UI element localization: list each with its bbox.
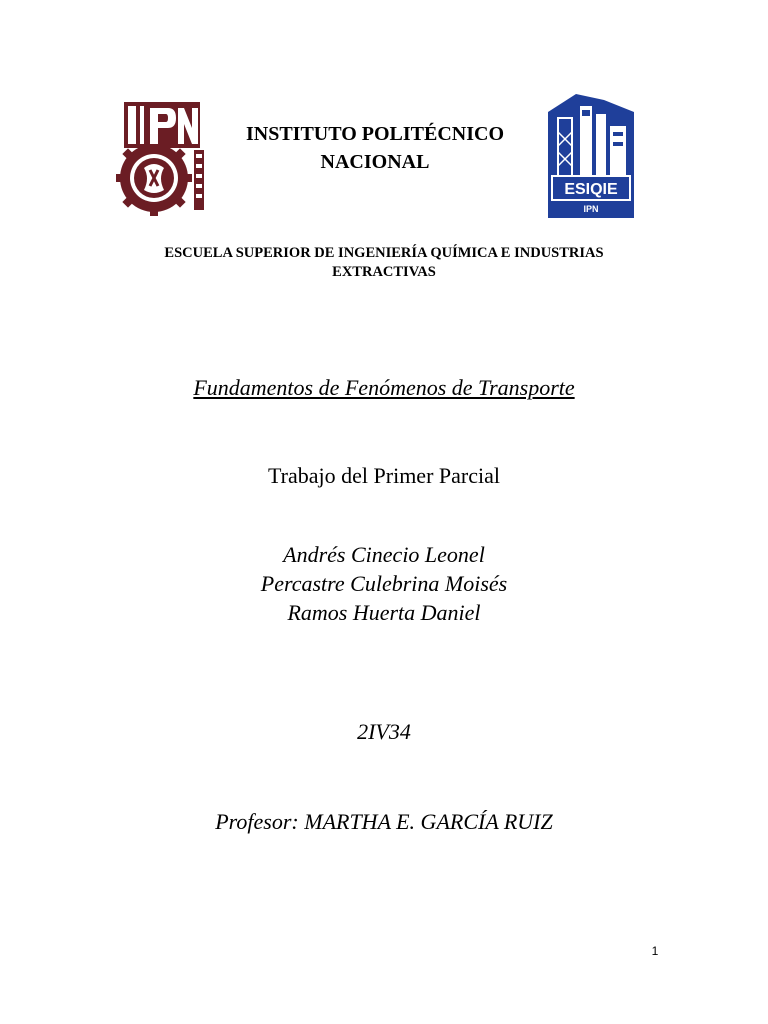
work-title: Trabajo del Primer Parcial	[268, 463, 500, 488]
professor-name: Profesor: MARTHA E. GARCÍA RUIZ	[215, 809, 553, 834]
school-name	[110, 244, 658, 282]
author-name: Percastre Culebrina Moisés	[260, 571, 508, 596]
esiqie-logo-icon	[546, 92, 636, 218]
institution-title-line1: INSTITUTO POLITÉCNICO	[245, 123, 505, 145]
institution-title-line2: NACIONAL	[320, 151, 430, 173]
authors-list	[0, 540, 768, 627]
school-name-line1: ESCUELA SUPERIOR DE INGENIERÍA QUÍMICA E INDUSTRIAS	[164, 245, 604, 261]
esiqie-logo-subtext: IPN	[583, 204, 599, 214]
school-name-line2: EXTRACTIVAS	[332, 264, 436, 280]
course-title: Fundamentos de Fenómenos de Transporte	[193, 375, 575, 400]
institution-title	[210, 120, 540, 176]
author-name: Ramos Huerta Daniel	[287, 600, 481, 625]
page-number: 1	[651, 944, 659, 958]
ipn-logo-icon	[110, 98, 206, 224]
esiqie-logo-text: ESIQIE	[564, 181, 618, 198]
author-name: Andrés Cinecio Leonel	[283, 542, 485, 567]
group-code: 2IV34	[357, 719, 411, 744]
